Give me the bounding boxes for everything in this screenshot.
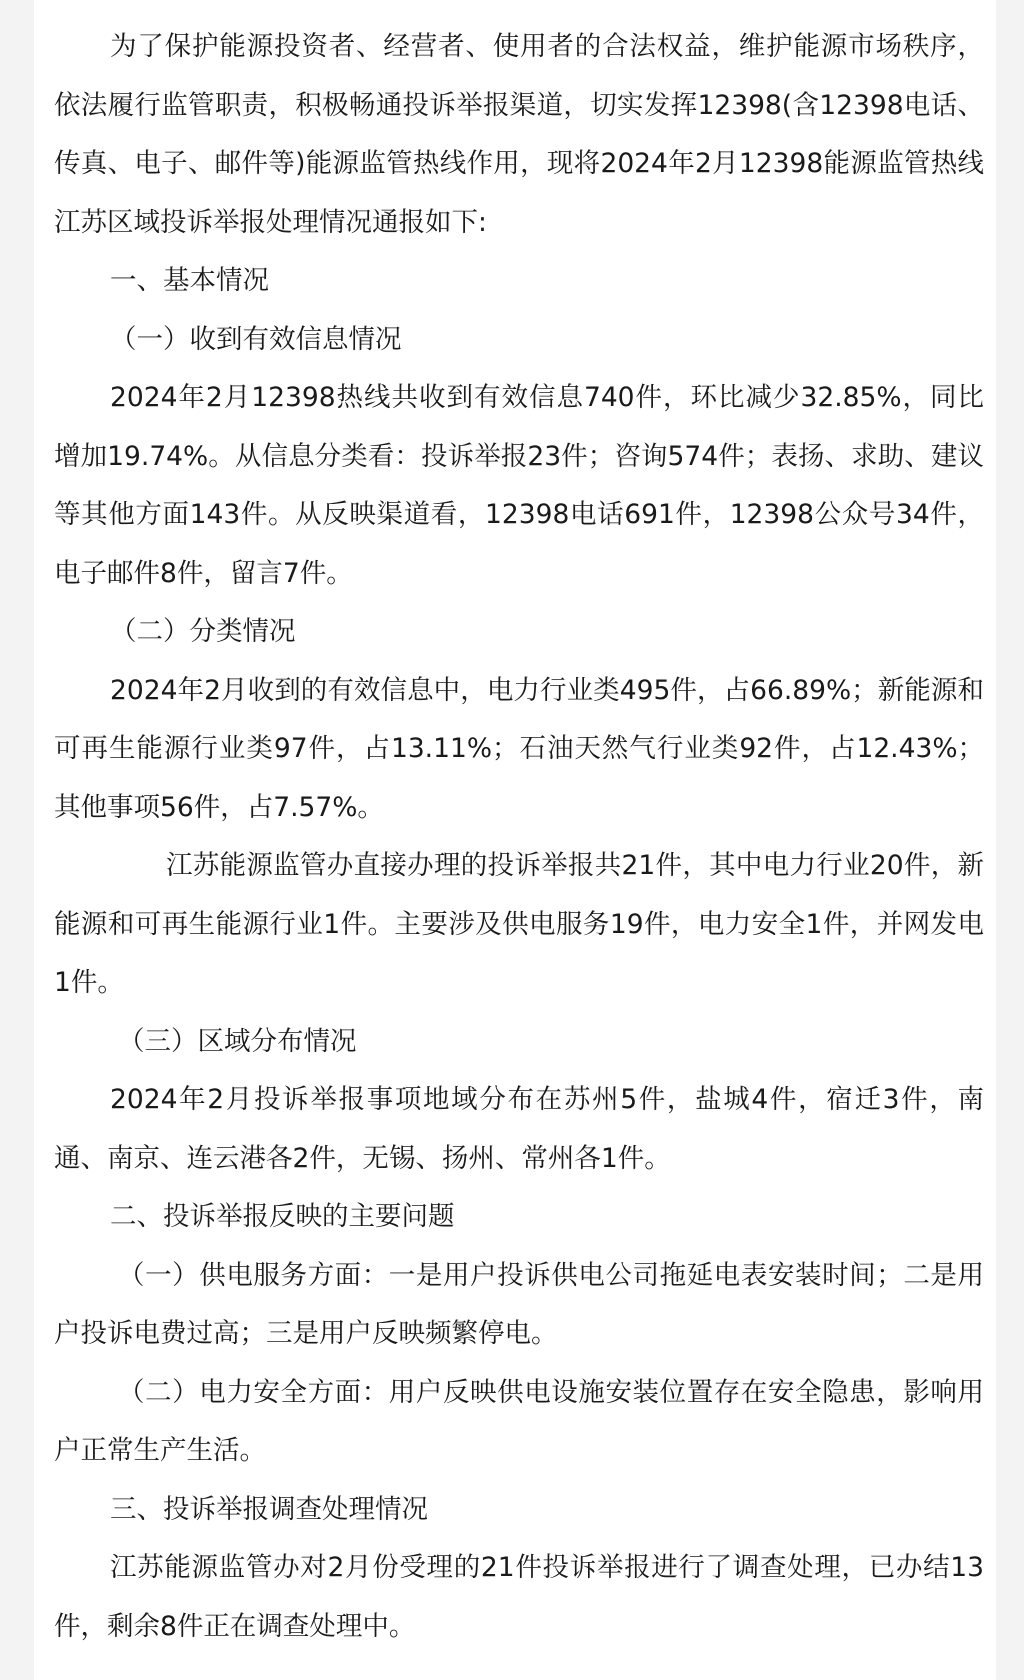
subsection-heading-valid-info: （一）收到有效信息情况 — [110, 323, 402, 355]
document-page — [34, 0, 996, 1680]
section-heading-basic: 一、基本情况 — [110, 265, 269, 296]
intro-paragraph: 为了保护能源投资者、经营者、使用者的合法权益，维护能源市场秩序，依法履行监管职责，积极畅通投诉举报渠道，切实发挥12398(含12398电话、传真、电子、邮件等)能源监管热线作用，现将2024年2月12398能源监管热线江苏区域投诉举报处理情况通报如下: — [54, 31, 984, 238]
classification-paragraph: 2024年2月收到的有效信息中，电力行业类495件，占66.89%；新能源和可再生能源行业类97件，占13.11%；石油天然气行业类92件，占12.43%；其他事项56件，占7.57%。 — [54, 674, 984, 823]
power-safety-paragraph: （二）电力安全方面：用户反映供电设施安装位置存在安全隐患，影响用户正常生产生活。 — [54, 1376, 984, 1466]
direct-handling-paragraph: 江苏能源监管办直接办理的投诉举报共21件，其中电力行业20件，新能源和可再生能源行业1件。主要涉及供电服务19件，电力安全1件，并网发电1件。 — [54, 850, 984, 998]
subsection-heading-region: （三）区域分布情况 — [118, 1025, 357, 1057]
section-heading-investigation: 三、投诉举报调查处理情况 — [110, 1493, 428, 1525]
region-paragraph: 2024年2月投诉举报事项地域分布在苏州5件，盐城4件，宿迁3件，南通、南京、连云港各2件，无锡、扬州、常州各1件。 — [54, 1084, 984, 1174]
investigation-paragraph: 江苏能源监管办对2月份受理的21件投诉举报进行了调查处理，已办结13件，剩余8件正在调查处理中。 — [54, 1552, 984, 1642]
subsection-heading-classification: （二）分类情况 — [110, 616, 296, 647]
power-service-paragraph: （一）供电服务方面：一是用户投诉供电公司拖延电表安装时间；二是用户投诉电费过高；三是用户反映频繁停电。 — [54, 1259, 984, 1349]
document-body — [54, 18, 984, 1656]
section-heading-main-issues: 二、投诉举报反映的主要问题 — [110, 1201, 455, 1232]
valid-info-paragraph: 2024年2月12398热线共收到有效信息740件，环比减少32.85%，同比增加19.74%。从信息分类看：投诉举报23件；咨询574件；表扬、求助、建议等其他方面143件。从反映渠道看，12398电话691件，12398公众号34件，电子邮件8件，留言7件。 — [54, 382, 984, 589]
